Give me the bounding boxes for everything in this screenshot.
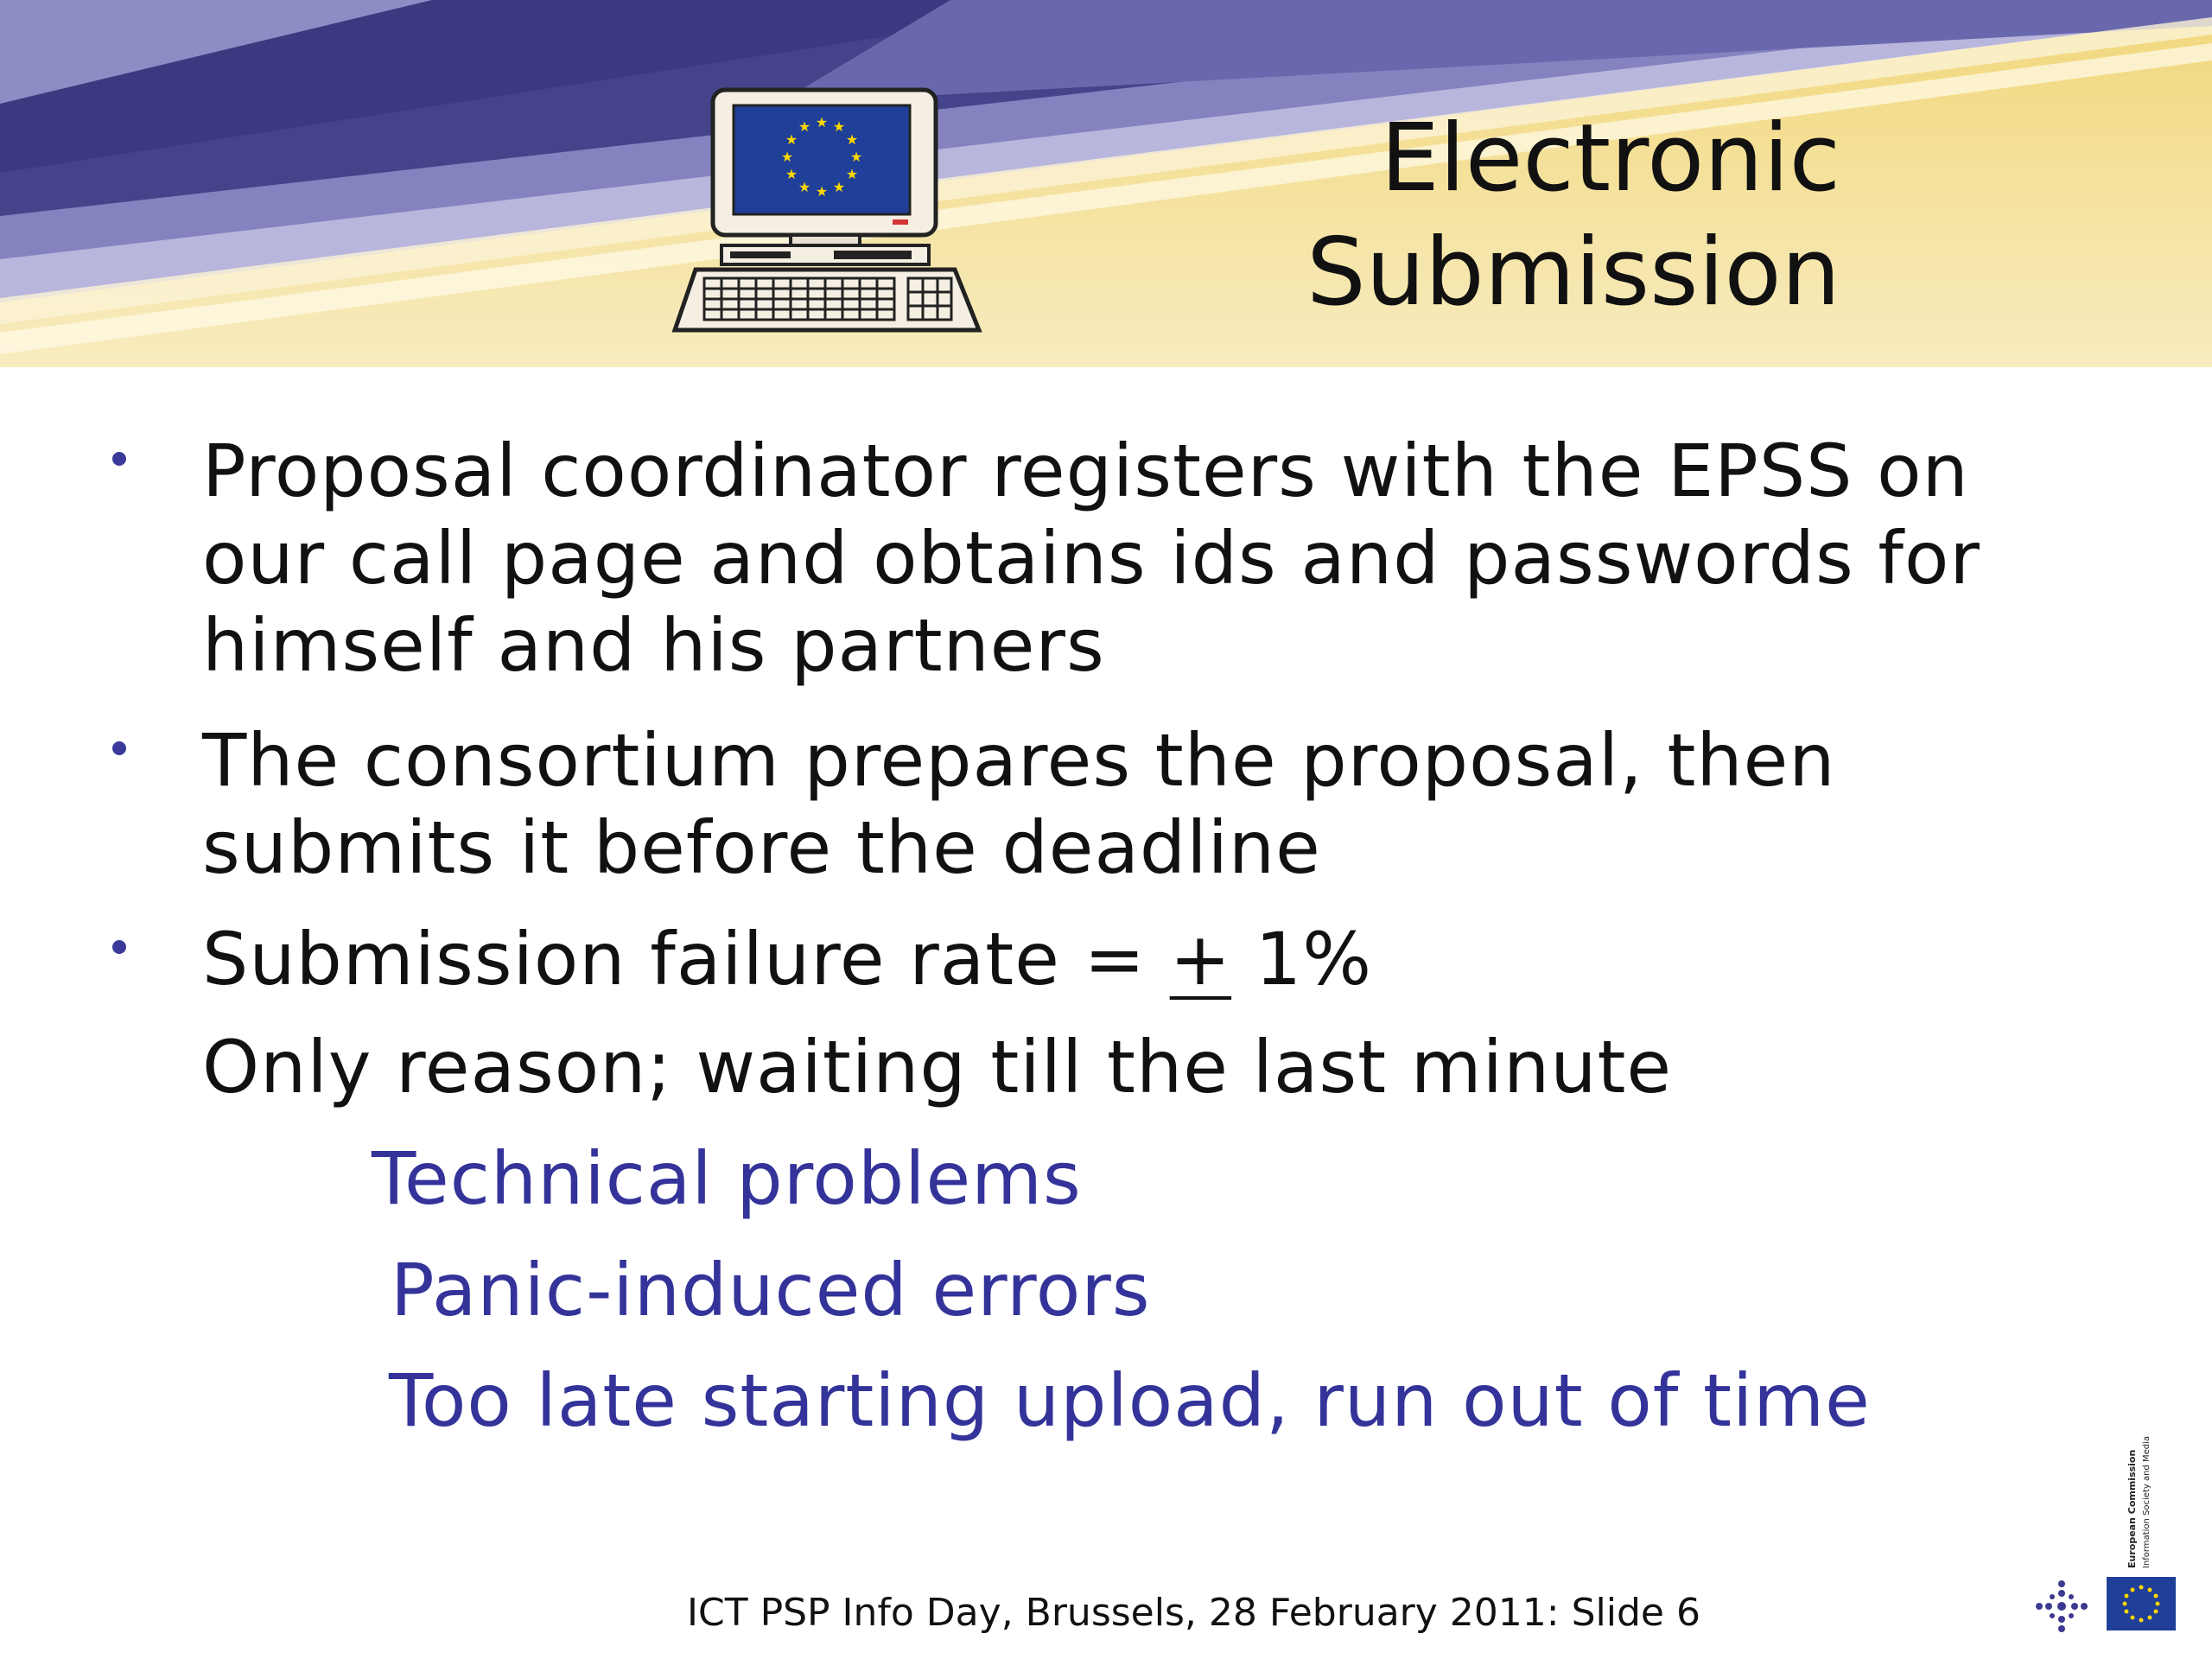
svg-text:★: ★ xyxy=(845,166,859,182)
svg-text:European Commission: European Commission xyxy=(2126,1449,2138,1568)
dot-cross-logo-icon xyxy=(2035,1580,2088,1633)
title-line-2: Submission xyxy=(1306,219,1840,327)
sub-item-late-upload: Too late starting upload, run out of time xyxy=(389,1358,1871,1443)
bullet-text xyxy=(202,916,2103,1003)
eu-flag-logo-icon xyxy=(2107,1577,2176,1630)
sub-item-panic-errors: Panic-induced errors xyxy=(391,1248,1151,1332)
failure-rate-prefix: Submission failure rate = xyxy=(202,917,1170,1001)
failure-rate-value: 1% xyxy=(1231,917,1373,1001)
bullet-text: The consortium prepares the proposal, then submits it before the deadline xyxy=(202,718,1836,890)
bullet-marker xyxy=(112,452,126,466)
svg-text:★: ★ xyxy=(815,183,829,200)
svg-text:★: ★ xyxy=(832,118,846,135)
svg-text:★: ★ xyxy=(845,131,859,148)
plus-minus-sign: + xyxy=(1169,917,1232,1001)
svg-text:★: ★ xyxy=(815,114,829,130)
svg-text:★: ★ xyxy=(798,179,811,195)
svg-text:★: ★ xyxy=(849,149,863,165)
sub-item-technical-problems: Technical problems xyxy=(372,1136,1082,1221)
slide-title xyxy=(1063,102,1840,330)
bullet-marker xyxy=(112,741,126,755)
svg-text:★: ★ xyxy=(780,149,794,165)
european-commission-vertical-logo xyxy=(2121,1374,2173,1573)
bullet-marker xyxy=(112,940,126,954)
computer-with-eu-flag-icon xyxy=(670,86,986,346)
svg-text:★: ★ xyxy=(798,118,811,135)
bullet-text: Proposal coordinator registers with the EPSS on our call page and obtains ids and passwords for himself and his partners xyxy=(202,429,1980,688)
svg-text:★: ★ xyxy=(785,166,798,182)
svg-text:Information Society and Media: Information Society and Media xyxy=(2142,1435,2152,1568)
reason-line: Only reason; waiting till the last minute xyxy=(202,1025,1673,1109)
title-line-1: Electronic xyxy=(1380,105,1840,213)
slide-footer: ICT PSP Info Day, Brussels, 28 February 2011: Slide 6 xyxy=(687,1591,1700,1635)
svg-text:★: ★ xyxy=(785,131,798,148)
svg-text:★: ★ xyxy=(832,179,846,195)
